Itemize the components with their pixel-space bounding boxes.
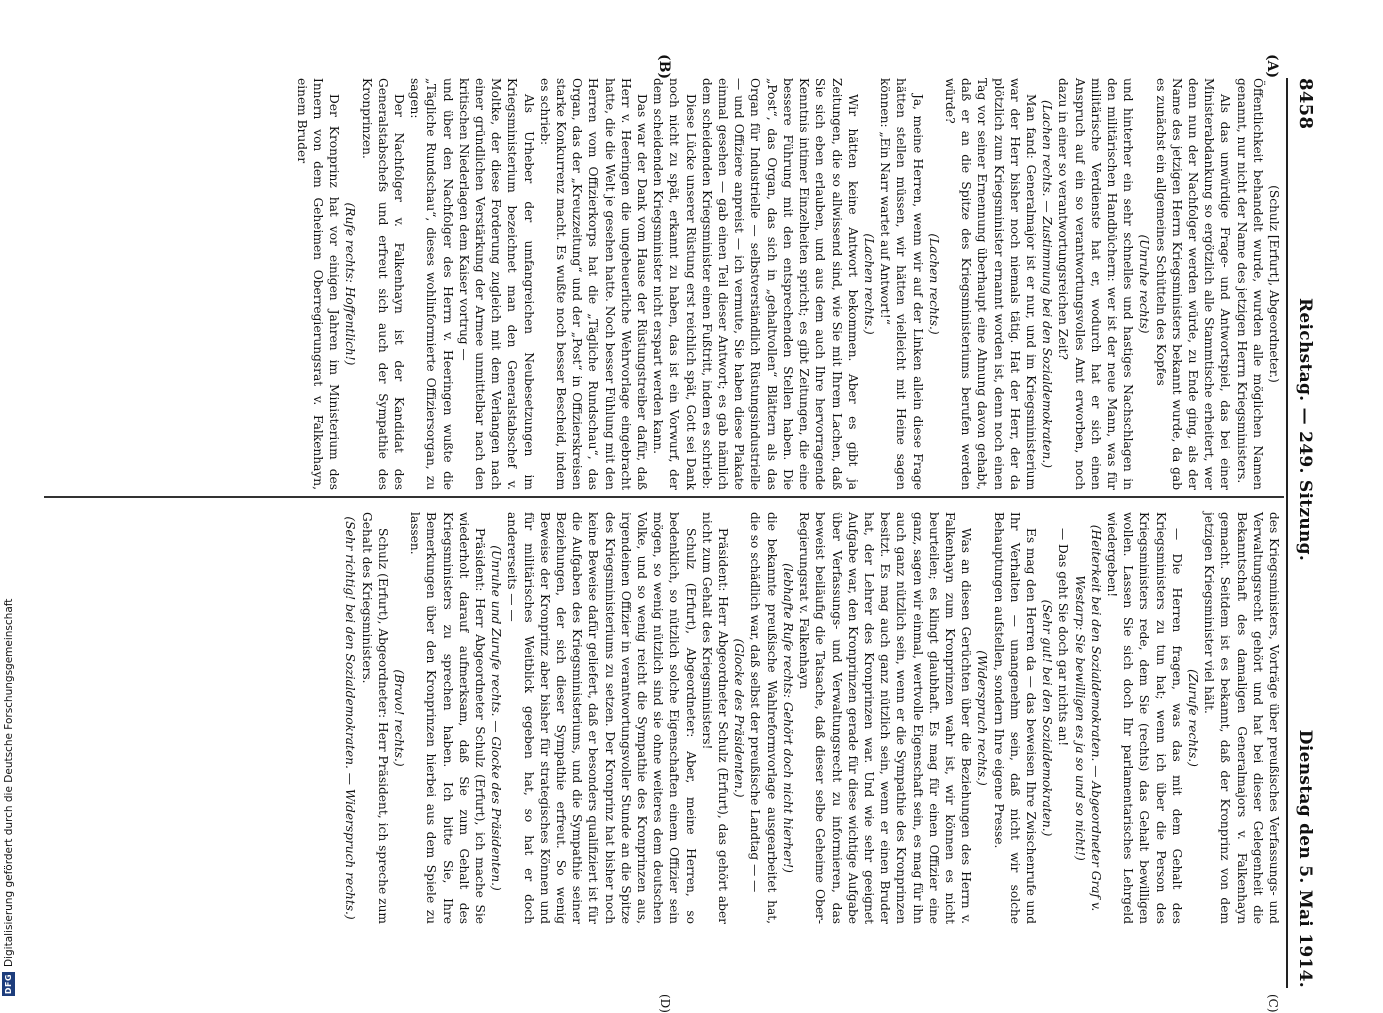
header-date: Dienstag den 5. Mai 1914. <box>1295 729 1315 988</box>
paragraph: (Bravo! rechts.) <box>392 669 407 767</box>
paragraph: die bekannte preußische Wahlreformvorlage ausgearbeitet hat, die so schädlich war, daß selbst der preußische Landtag — — <box>748 512 779 924</box>
paragraph: — Das geht Sie doch gar nichts an! <box>1056 528 1071 747</box>
paragraph: (Sehr richtig! bei den Sozialdemokraten. — Widerspruch rechts.) <box>343 516 358 920</box>
paragraph: (Unruhe und Zurufe rechts. — Glocke des Präsidenten.) <box>489 545 504 891</box>
paragraph: und über den Nachfolger des Herrn v. Heeringen wußte die „Tägliche Rundschau“, dieses wohlinformierte Offiziersorgan, zu sagen: <box>408 78 455 490</box>
paragraph: Das war der Dank vom Hause der Rüstungstreiber dafür, daß Herr v. Heeringen die ungeheuerliche Wehrvorlage eingebracht hatte, die die Welt je gesehen hatte. Noch besser Fühlung mit den Herren vom Offizierkorps hat die „Tägliche Rundschau“, das Organ, das der „Kreuzzeitung“ und der „Post“ in Offizierskreisen starke Konkurrenz macht. Es wußte noch besser Bescheid, indem es schrieb: <box>537 78 650 490</box>
credit-text: Digitalisierung gefördert durch die Deutsche Forschungsgemeinschaft <box>2 598 15 967</box>
paragraph: (Glocke des Präsidenten.) <box>732 638 747 798</box>
paragraph: Man fand: Generalmajor ist er nur, und im Kriegsministerium war der Herr bisher noch niemals tätig. Hat der Herr, der da plötzlich zum Kriegsminister ernannt worden ist, denn noch einen Tag vor seiner Ernennung überhaupt eine Ahnung davon gehabt, daß er an die Spitze des Kriegsministeriums berufen werden würde? <box>942 78 1038 490</box>
paragraph: Es mag den Herren da — das beweisen Ihre Zwischenrufe und Ihr Verhalten — unangenehm sein, daß nicht wir solche Behauptungen aufstellen, sondern Ihre eigene Presse. <box>991 512 1038 924</box>
paragraph: (Lachen rechts.) <box>861 233 876 335</box>
paragraph: (lebhafte Rufe rechts: Gehört doch nicht hierher!) <box>780 563 795 873</box>
right-column <box>342 512 1282 924</box>
paragraph: Präsident: Herr Abgeordneter Schulz (Erfurt), das gehört aber nicht zum Gehalt des Kriegsministers! <box>699 512 731 924</box>
header-title: Reichstag. — 249. Sitzung. <box>1295 298 1315 562</box>
paragraph: Was an diesen Gerüchten über die Beziehungen des Herrn v. Falkenhayn zum Kronprinzen wahr ist, wir können es nicht beurteilen; es klingt glaubhaft. Es mag für einen Offizier eine ganz, sagen wir einmal, wertvolle Eigenschaft sein, es mag für ihn auch ganz nützlich sein, wenn er die Sympathie des Kronprinzen besitzt. Es mag auch ganz nützlich sein, wenn er einen Bruder hat, der Lehrer des Kronprinzen war. Und wie sehr geeignet Aufgabe war, den Kronprinzen gerade für diese wichtige Aufgabe über Verfassungs- und Verwaltungsrecht zu informieren, das beweist beiläufig die Tatsache, daß dieser selbe Geheime Ober-Regierungsrat v. Falkenhayn <box>797 512 974 924</box>
paragraph: (Widerspruch rechts.) <box>975 650 990 786</box>
column-divider <box>44 496 1284 498</box>
paragraph: (Lachen rechts.) <box>926 233 941 335</box>
paragraph: (Unruhe rechts) <box>1137 234 1152 334</box>
dfg-logo-icon: DFG <box>4 973 13 995</box>
paragraph: (Heiterkeit bei den Sozialdemokraten. — Abgeordneter Graf v. Westarp: Sie bewilligen es ja so und so nicht!) <box>1072 524 1103 912</box>
paragraph: (Lachen rechts. — Zustimmung bei den Sozialdemokraten.) <box>1040 100 1055 468</box>
credit-strip <box>2 599 15 996</box>
margin-mark-b: (B) <box>656 54 672 80</box>
paragraph: Präsident: Herr Abgeordneter Schulz (Erfurt), ich mache Sie wiederholt darauf aufmerksam, daß Sie zum Gehalt des Kriegsministers zu sprechen haben. Ich bitte Sie, Ihre Bemerkungen über den Kronprinzen hierbei aus dem Spiele zu lassen. <box>408 512 488 924</box>
paragraph: und hinterher ein sehr schnelles und hastiges Nachschlagen in den militärischen Handbüchern: wer ist der neue Mann, was für militärische Verdienste hat er, wodurch hat er sich einen Anspruch auf ein so verantwortungsvolles Amt erworben, noch dazu in einer so verantwortungsreichen Zeit? <box>1056 78 1136 490</box>
paragraph: Schulz (Erfurt), Abgeordneter: Aber, meine Herren, so bedenklich, so nützlich solche Eigenschaften einem Offizier sein mögen, so wenig nützlich sind sie ohne weiteres dem deutschen Volke, und so wenig reicht die Sympathie des Kronprinzen aus, irgendeinen Offizier in verantwortungsvoller Stunde an die Spitze des Kriegsministeriums zu setzen. Der Kronprinz hat bisher noch keine Beweise dafür geliefert, daß er besonders qualifiziert ist für die Aufgaben des Kriegsministeriums, und die Sympathie seiner Beziehungen, der sich dieser Sympathie erfreut. So wenig Beweise der Kronprinz aber bisher für strategisches Können und für militärisches Weitblick gegeben hat, so hat er doch andererseits — — <box>505 512 698 924</box>
margin-mark-a: (A) <box>1264 54 1280 79</box>
margin-mark-c: (C) <box>1266 994 1280 1013</box>
paragraph: (Rufe rechts: Hoffentlich!) <box>343 202 358 366</box>
paragraph: Als Urheber der umfangreichen Neubesetzungen im Kriegsministerium bezeichnet man den Generalstabschef v. Moltke, der diese Forderung zugleich mit dem Verlangen nach einer gründlichen Verstärkung der Armee unmittelbar nach den kritischen Niederlagen dem Kaiser vortrug — <box>456 78 536 490</box>
paragraph: Als das unwürdige Frage- und Antwortspiel, das bei einer Ministerabdankung so ergötzlich alle Stammtische erheitert, wer denn nun der Nachfolger werden würde, zu Ende ging, als der Name des jetzigen Herrn Kriegsministers bekannt wurde, da gab es zunächst ein allgemeines Schütteln des Kopfes <box>1153 78 1233 490</box>
paragraph: Schulz (Erfurt), Abgeordneter: Herr Präsident, ich spreche zum Gehalt des Kriegsministers. <box>359 512 390 924</box>
paragraph: (Sehr gut! bei den Sozialdemokraten.) <box>1040 599 1055 837</box>
paragraph: — Die Herren fragen, was das mit dem Gehalt des Kriegsministers zu tun hat; wenn ich über die Person des Kriegsministers rede, dem Sie (rechts) das Gehalt bewilligen wollen. Lassen Sie sich doch Ihr parlamentarisches Lehrgeld wiedergeben! <box>1104 512 1184 924</box>
paragraph: Ja, meine Herren, wenn wir auf der Linken allein diese Frage hätten stellen müssen, wir hätten vielleicht mit Heine sagen können: „Ein Narr wartet auf Antwort!“ <box>878 78 925 490</box>
paragraph: Der Nachfolger v. Falkenhayn ist der Kandidat des Generalstabschefs und erfreut sich auch der Sympathie des Kronprinzen. <box>359 78 407 490</box>
paragraph: Wir hätten keine Antwort bekommen. Aber es gibt ja Zeitungen, die so allwissend sind, wie Sie mit Ihrem Lachen, daß Sie sich eben erlauben, und aus dem auch Ihre hervorragende Kenntnis intimer Einzelheiten spricht; es gibt Zeitungen, die eine bessere Führung mit den entsprechenden Stellen haben. Die „Post“, das Organ, das sich in „gehaltvollen“ Blättern als das Organ für Industrielle — selbstverständlich Rüstungsindustrielle — und Offiziere anpreist — ich vermute, Sie haben diese Plakate einmal gesehen — gab einen Teil dieser Antwort; es gab nämlich dem scheidenden Kriegsminister einen Fußtritt, indem es schrieb: <box>699 78 860 490</box>
paragraph: (Schulz [Erfurt], Abgeordneter.) <box>1267 185 1281 383</box>
paragraph: Der Kronprinz hat vor einigen Jahren im Ministerium des Innern von dem Geheimen Oberregierungsrat v. Falkenhayn, einem Bruder <box>294 78 342 490</box>
paragraph: (Zurufe rechts.) <box>1185 669 1200 767</box>
page-header <box>1288 78 1316 988</box>
left-column <box>294 78 1282 490</box>
paragraph: Öffentlichkeit behandelt wurde, wurden alle möglichen Namen genannt, nur nicht der Name des jetzigen Herrn Kriegsministers. <box>1234 78 1265 490</box>
page-number: 8458 <box>1295 78 1316 130</box>
margin-mark-d: (D) <box>658 994 672 1013</box>
paragraph: des Kriegsministers, Vorträge über preußisches Verfassungs- und Verwaltungsrecht gehört und hat bei dieser Gelegenheit die Bekanntschaft des damaligen Generalmajors v. Falkenhayn gemacht. Seitdem ist es bekannt, daß der Kronprinz von dem jetzigen Kriegsminister viel hält. <box>1202 512 1281 924</box>
scanned-page <box>20 0 1336 1013</box>
paragraph: Diese Lücke unserer Rüstung erst reichlich spät, Gott sei Dank noch nicht zu spät, erkannt zu haben, das ist ein Vorwurf, der dem scheidenden Kriegsminister nicht erspart werden kann. <box>651 78 698 490</box>
header-rule <box>1286 78 1288 988</box>
